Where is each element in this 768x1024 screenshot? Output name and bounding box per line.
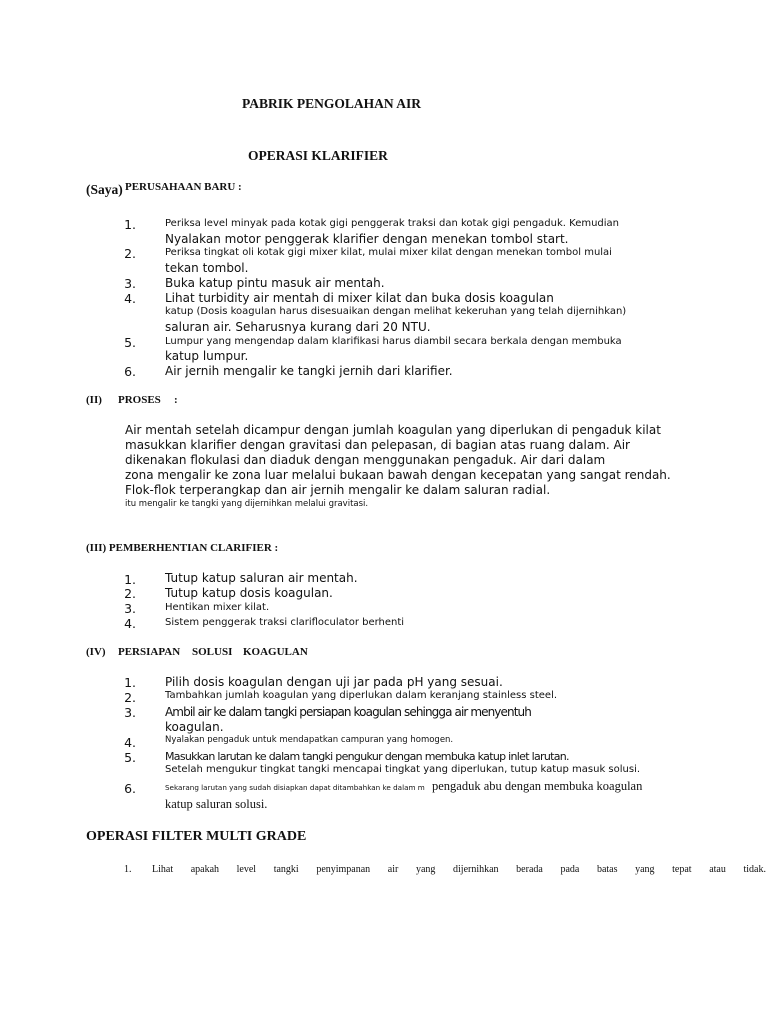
list-item-number: 1. [124, 864, 132, 875]
list-item-text: Air jernih mengalir ke tangki jernih dari klarifier. [165, 364, 453, 378]
paragraph-line: masukkan klarifier dengan gravitasi dan pelepasan, di bagian atas ruang dalam. Air [125, 438, 630, 452]
section-2-heading: PROSES [118, 394, 161, 406]
word: level [236, 864, 257, 875]
word: batas [596, 864, 618, 875]
list-item-text: katup lumpur. [165, 349, 249, 363]
word: apakah [190, 864, 220, 875]
list-item-text: Nyalakan motor penggerak klarifier dengan menekan tombol start. [165, 232, 569, 246]
word: yang [415, 864, 436, 875]
list-item-number: 4. [124, 616, 136, 631]
justified-text-line [152, 864, 766, 875]
page-title: PABRIK PENGOLAHAN AIR [242, 96, 422, 111]
list-item-text: Tambahkan jumlah koagulan yang diperlukan dalam keranjang stainless steel. [165, 690, 558, 701]
list-item-text: Lumpur yang mengendap dalam klarifikasi harus diambil secara berkala dengan membuka [165, 336, 622, 347]
list-item-number: 2. [124, 586, 136, 601]
word: berada [516, 864, 543, 875]
list-item-number: 6. [124, 364, 136, 379]
list-item-text: Periksa tingkat oli kotak gigi mixer kilat, mulai mixer kilat dengan menekan tombol mulai [165, 247, 612, 258]
paragraph-line: Air mentah setelah dicampur dengan jumlah koagulan yang diperlukan di pengaduk kilat [125, 423, 661, 437]
list-item-number: 1. [124, 217, 136, 232]
section-2-colon: : [174, 394, 178, 406]
list-item-text: Hentikan mixer kilat. [165, 602, 270, 613]
list-item-text: koagulan. [165, 720, 224, 734]
section-2-label: (II) [86, 394, 102, 406]
section-1-heading: PERUSAHAAN BARU : [125, 181, 242, 193]
list-item-number: 2. [124, 690, 136, 705]
word: tangki [273, 864, 299, 875]
list-item-text: saluran air. Seharusnya kurang dari 20 NTU. [165, 320, 431, 334]
section-4-label: (IV) [86, 646, 106, 658]
list-item-number: 3. [124, 276, 136, 291]
list-item-text: Periksa level minyak pada kotak gigi penggerak traksi dan kotak gigi pengaduk. Kemudian [165, 218, 620, 229]
list-item-text: tekan tombol. [165, 261, 249, 275]
page-subtitle: OPERASI KLARIFIER [248, 148, 388, 163]
section-4-word: PERSIAPAN [118, 646, 181, 658]
word: tidak. [743, 864, 766, 875]
section-3-heading: (III) PEMBERHENTIAN CLARIFIER : [86, 542, 279, 554]
word: Lihat [152, 864, 174, 875]
list-item-text: Sistem penggerak traksi clarifloculator berhenti [165, 617, 405, 628]
list-item-text: Tutup katup dosis koagulan. [165, 586, 333, 600]
section-4-word: KOAGULAN [243, 646, 308, 658]
word: pada [560, 864, 580, 875]
list-item-text: Sekarang larutan yang sudah disiapkan dapat ditambahkan ke dalam m [165, 783, 425, 792]
list-item-text: Pilih dosis koagulan dengan uji jar pada pH yang sesuai. [165, 675, 503, 689]
list-item-number: 1. [124, 675, 136, 690]
list-item-text: Lihat turbidity air mentah di mixer kilat dan buka dosis koagulan [165, 291, 554, 305]
list-item-text: Setelah mengukur tingkat tangki mencapai tingkat yang diperlukan, tutup katup masuk solusi. [165, 764, 641, 775]
list-item-number: 1. [124, 572, 136, 587]
list-item-text: Buka katup pintu masuk air mentah. [165, 276, 385, 290]
paragraph-line: itu mengalir ke tangki yang dijernihkan melalui gravitasi. [125, 499, 369, 509]
list-item-number: 5. [124, 750, 136, 765]
list-item-number: 5. [124, 335, 136, 350]
section-4-word: SOLUSI [192, 646, 233, 658]
list-item-text: katup saluran solusi. [165, 797, 268, 811]
word: atau [709, 864, 726, 875]
list-item-number: 3. [124, 601, 136, 616]
list-item-number: 3. [124, 705, 136, 720]
word: tepat [672, 864, 692, 875]
paragraph-line: dikenakan flokulasi dan diaduk dengan menggunakan pengaduk. Air dari dalam [125, 453, 606, 467]
list-item-text: Masukkan larutan ke dalam tangki pengukur dengan membuka katup inlet larutan. [165, 750, 569, 763]
list-item-text: Tutup katup saluran air mentah. [165, 571, 358, 585]
paragraph-line: zona mengalir ke zona luar melalui bukaan bawah dengan kecepatan yang sangat rendah. [125, 468, 671, 482]
list-item-text: pengaduk abu dengan membuka koagulan [432, 779, 643, 793]
list-item-number: 6. [124, 781, 136, 796]
section-5-heading: OPERASI FILTER MULTI GRADE [86, 829, 307, 844]
word: dijernihkan [453, 864, 499, 875]
paragraph-line: Flok-flok terperangkap dan air jernih mengalir ke dalam saluran radial. [125, 483, 551, 497]
list-item-number: 2. [124, 246, 136, 261]
list-item-number: 4. [124, 735, 136, 750]
list-item-number: 4. [124, 291, 136, 306]
list-item-text: Ambil air ke dalam tangki persiapan koagulan sehingga air menyentuh [165, 705, 531, 719]
list-item-text: Nyalakan pengaduk untuk mendapatkan campuran yang homogen. [165, 735, 454, 745]
section-1-prefix: (Saya) [86, 182, 123, 197]
word: penyimpanan [316, 864, 371, 875]
word: yang [635, 864, 655, 875]
word: air [387, 864, 399, 875]
list-item-text: katup (Dosis koagulan harus disesuaikan dengan melihat kekeruhan yang telah dijernihkan) [165, 306, 627, 317]
